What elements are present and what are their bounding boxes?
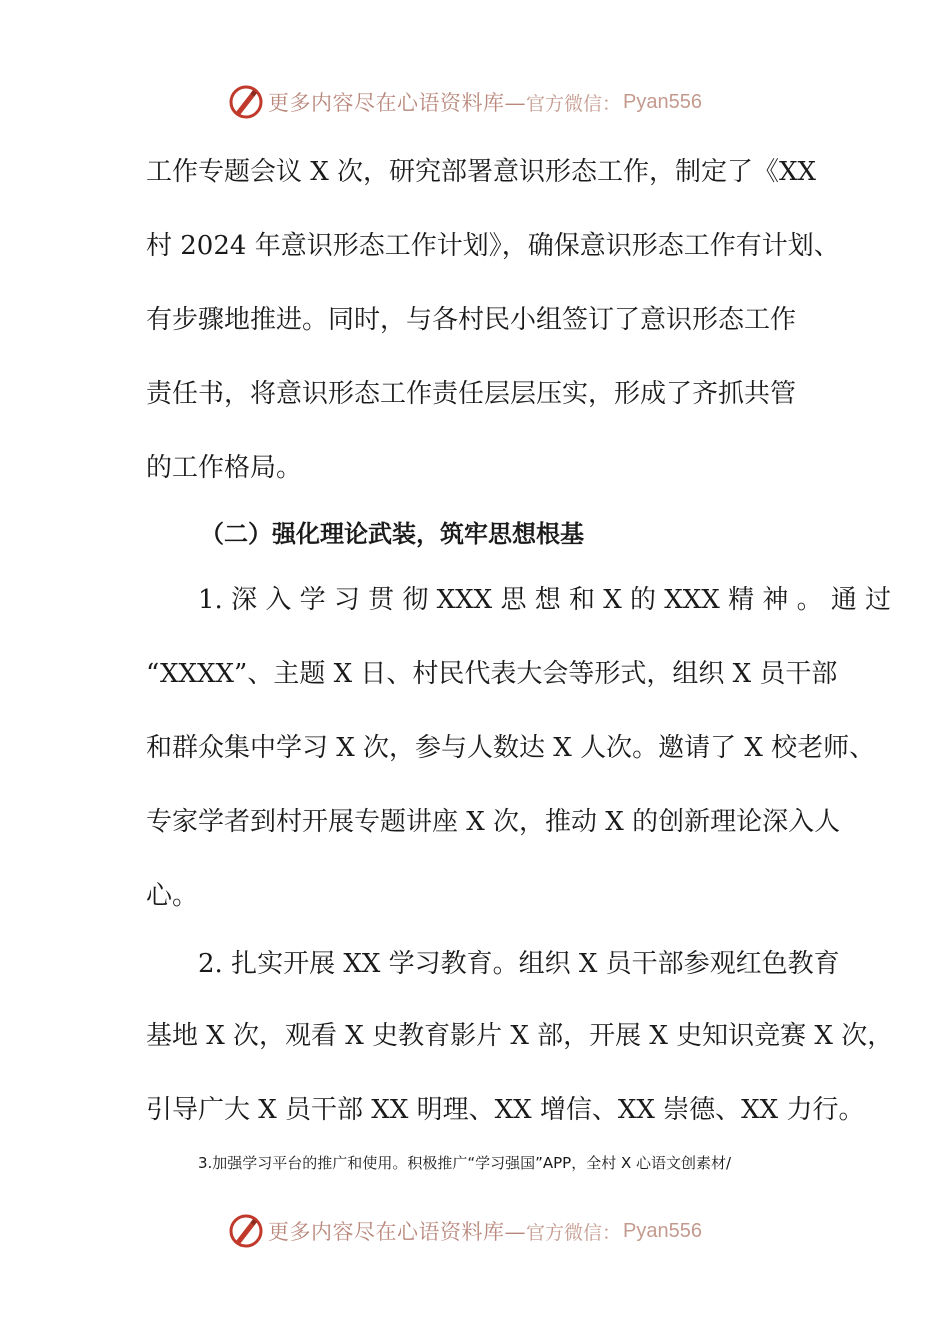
footer-wechat-label: 官方微信： [526, 1221, 622, 1244]
item2-line: 2. 扎实开展 XX 学习教育。组织 X 员干部参观红色教育 [198, 949, 840, 979]
footer-watermark-banner [228, 1211, 748, 1251]
section-heading: （二）强化理论武装，筑牢思想根基 [200, 520, 584, 548]
header-watermark-banner [228, 82, 748, 122]
item2-line: 引导广大 X 员干部 XX 明理、XX 增信、XX 崇德、XX 力行。 [146, 1095, 865, 1125]
item2-line: 基地 X 次，观看 X 史教育影片 X 部，开展 X 史知识竞赛 X 次， [146, 1021, 894, 1051]
pen-logo-icon [228, 1213, 264, 1249]
paragraph-line: 有步骤地推进。同时，与各村民小组签订了意识形态工作 [146, 305, 797, 335]
paragraph-line: 责任书，将意识形态工作责任层层压实，形成了齐抓共管 [146, 379, 797, 409]
item1-line: 1. 深 入 学 习 贯 彻 XXX 思 想 和 X 的 XXX 精 神 。 通 过 [198, 585, 892, 615]
header-watermark-text: 更多内容尽在心语资料库— [268, 91, 526, 115]
item1-line: 和群众集中学习 X 次，参与人数达 X 人次。邀请了 X 校老师、 [146, 733, 876, 763]
header-wechat-label: 官方微信： [526, 92, 622, 115]
header-wechat-id: Pyan556 [623, 90, 702, 113]
pen-logo-icon [228, 84, 264, 120]
paragraph-line: 工作专题会议 X 次，研究部署意识形态工作，制定了《XX [146, 157, 817, 187]
item1-line: 专家学者到村开展专题讲座 X 次，推动 X 的创新理论深入人 [146, 807, 841, 837]
footer-watermark-text: 更多内容尽在心语资料库— [268, 1220, 526, 1244]
item1-line: “XXXX”、主题 X 日、村民代表大会等形式，组织 X 员干部 [146, 659, 838, 689]
footer-wechat-id: Pyan556 [623, 1219, 702, 1242]
item3-line: 3.加强学习平台的推广和使用。积极推广“学习强国”APP，全村 X 心语文创素材/ [198, 1154, 732, 1172]
paragraph-line: 的工作格局。 [146, 453, 303, 483]
paragraph-line: 村 2024 年意识形态工作计划》，确保意识形态工作有计划、 [146, 231, 840, 261]
item1-line: 心。 [146, 881, 199, 911]
